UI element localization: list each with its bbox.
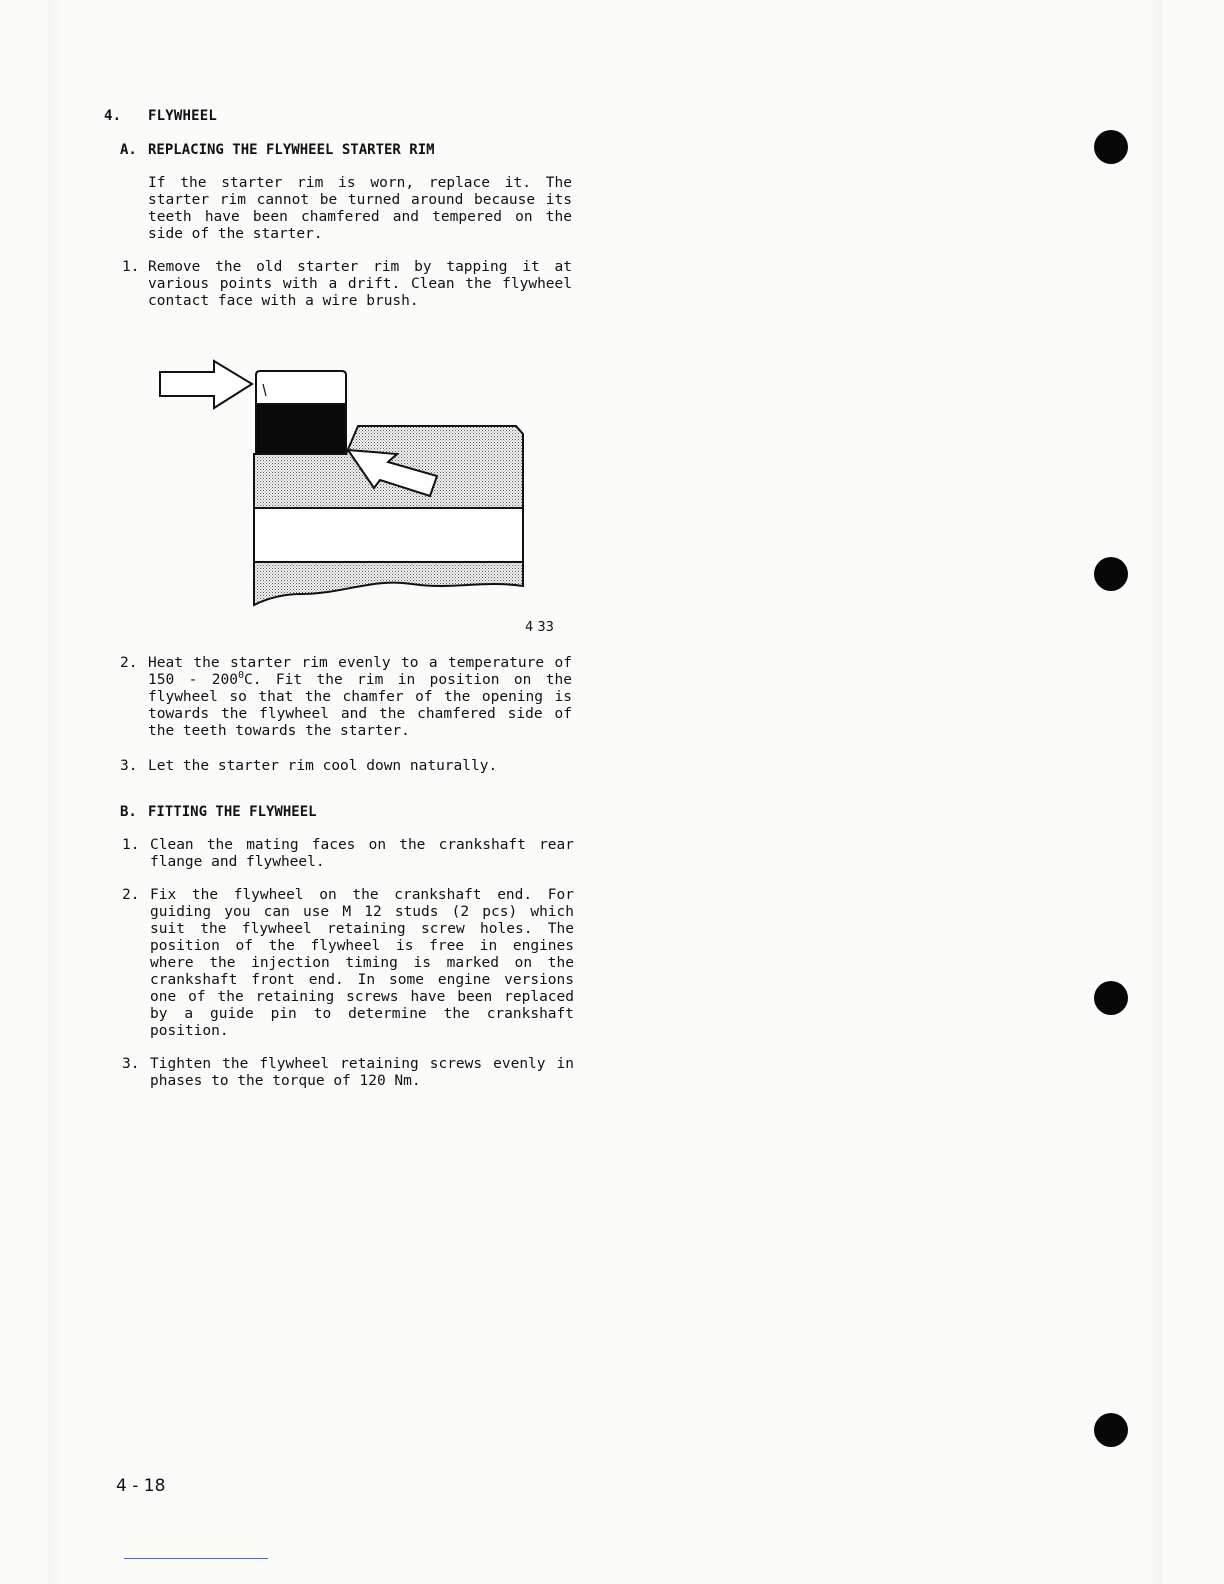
- step-a2-text: [148, 655, 572, 740]
- step-a3-number: 3.: [120, 758, 138, 774]
- punch-hole: [1094, 981, 1128, 1015]
- step-a1-number: 1.: [122, 259, 140, 275]
- subsection-a-label: A.: [120, 142, 137, 158]
- subsection-b-label: B.: [120, 804, 137, 820]
- page-edge-shadow-left: [48, 0, 62, 1584]
- subsection-a-title: REPLACING THE FLYWHEEL STARTER RIM: [148, 142, 435, 158]
- page-number: 4 - 18: [116, 1476, 166, 1496]
- step-a2-text-after: C. Fit the rim in position on the flywheel so that the chamfer of the opening is towards the flywheel and the chamfered side of the teeth towards the starter.: [148, 672, 572, 739]
- step-a2-number: 2.: [120, 655, 138, 671]
- flywheel-middle: [254, 508, 523, 562]
- arrow-right-icon: [160, 361, 252, 408]
- footer-rule: [124, 1558, 268, 1559]
- starter-rim-figure: [152, 358, 532, 610]
- figure-label: 4 33: [525, 620, 554, 635]
- starter-rim-top: [256, 371, 346, 404]
- section-title: FLYWHEEL: [148, 108, 218, 124]
- flywheel-lower-shaded: [254, 562, 523, 605]
- subsection-b-title: FITTING THE FLYWHEEL: [148, 804, 317, 820]
- punch-hole: [1094, 130, 1128, 164]
- step-b3-number: 3.: [122, 1056, 140, 1072]
- page-edge-shadow-right: [1150, 0, 1162, 1584]
- step-a3-text: Let the starter rim cool down naturally.: [148, 758, 498, 774]
- step-b3-text: Tighten the flywheel retaining screws evenly in phases to the torque of 120 Nm.: [150, 1056, 574, 1089]
- step-b2-number: 2.: [122, 887, 140, 903]
- punch-hole: [1094, 557, 1128, 591]
- subsection-a-intro: If the starter rim is worn, replace it. The starter rim cannot be turned around because its teeth have been chamfered and tempered on the side of the starter.: [148, 175, 572, 242]
- step-b2-text: Fix the flywheel on the crankshaft end. For guiding you can use M 12 studs (2 pcs) which suit the flywheel retaining screw holes. The position of the flywheel is free in engines where the injection timing is marked on the crankshaft front end. In some engine versions one of the retaining screws have been replaced by a guide pin to determine the crankshaft position.: [150, 887, 574, 1039]
- starter-rim-bottom: [256, 404, 346, 454]
- degree-superscript: 0: [237, 670, 244, 682]
- punch-hole: [1094, 1413, 1128, 1447]
- step-a1-text: Remove the old starter rim by tapping it at various points with a drift. Clean the flywheel contact face with a wire brush.: [148, 259, 572, 309]
- step-b1-number: 1.: [122, 837, 140, 853]
- step-a2-text-before: Heat the starter rim evenly to a temperature of 150 - 200: [148, 655, 572, 688]
- section-number: 4.: [104, 108, 122, 124]
- step-b1-text: Clean the mating faces on the crankshaft rear flange and flywheel.: [150, 837, 574, 870]
